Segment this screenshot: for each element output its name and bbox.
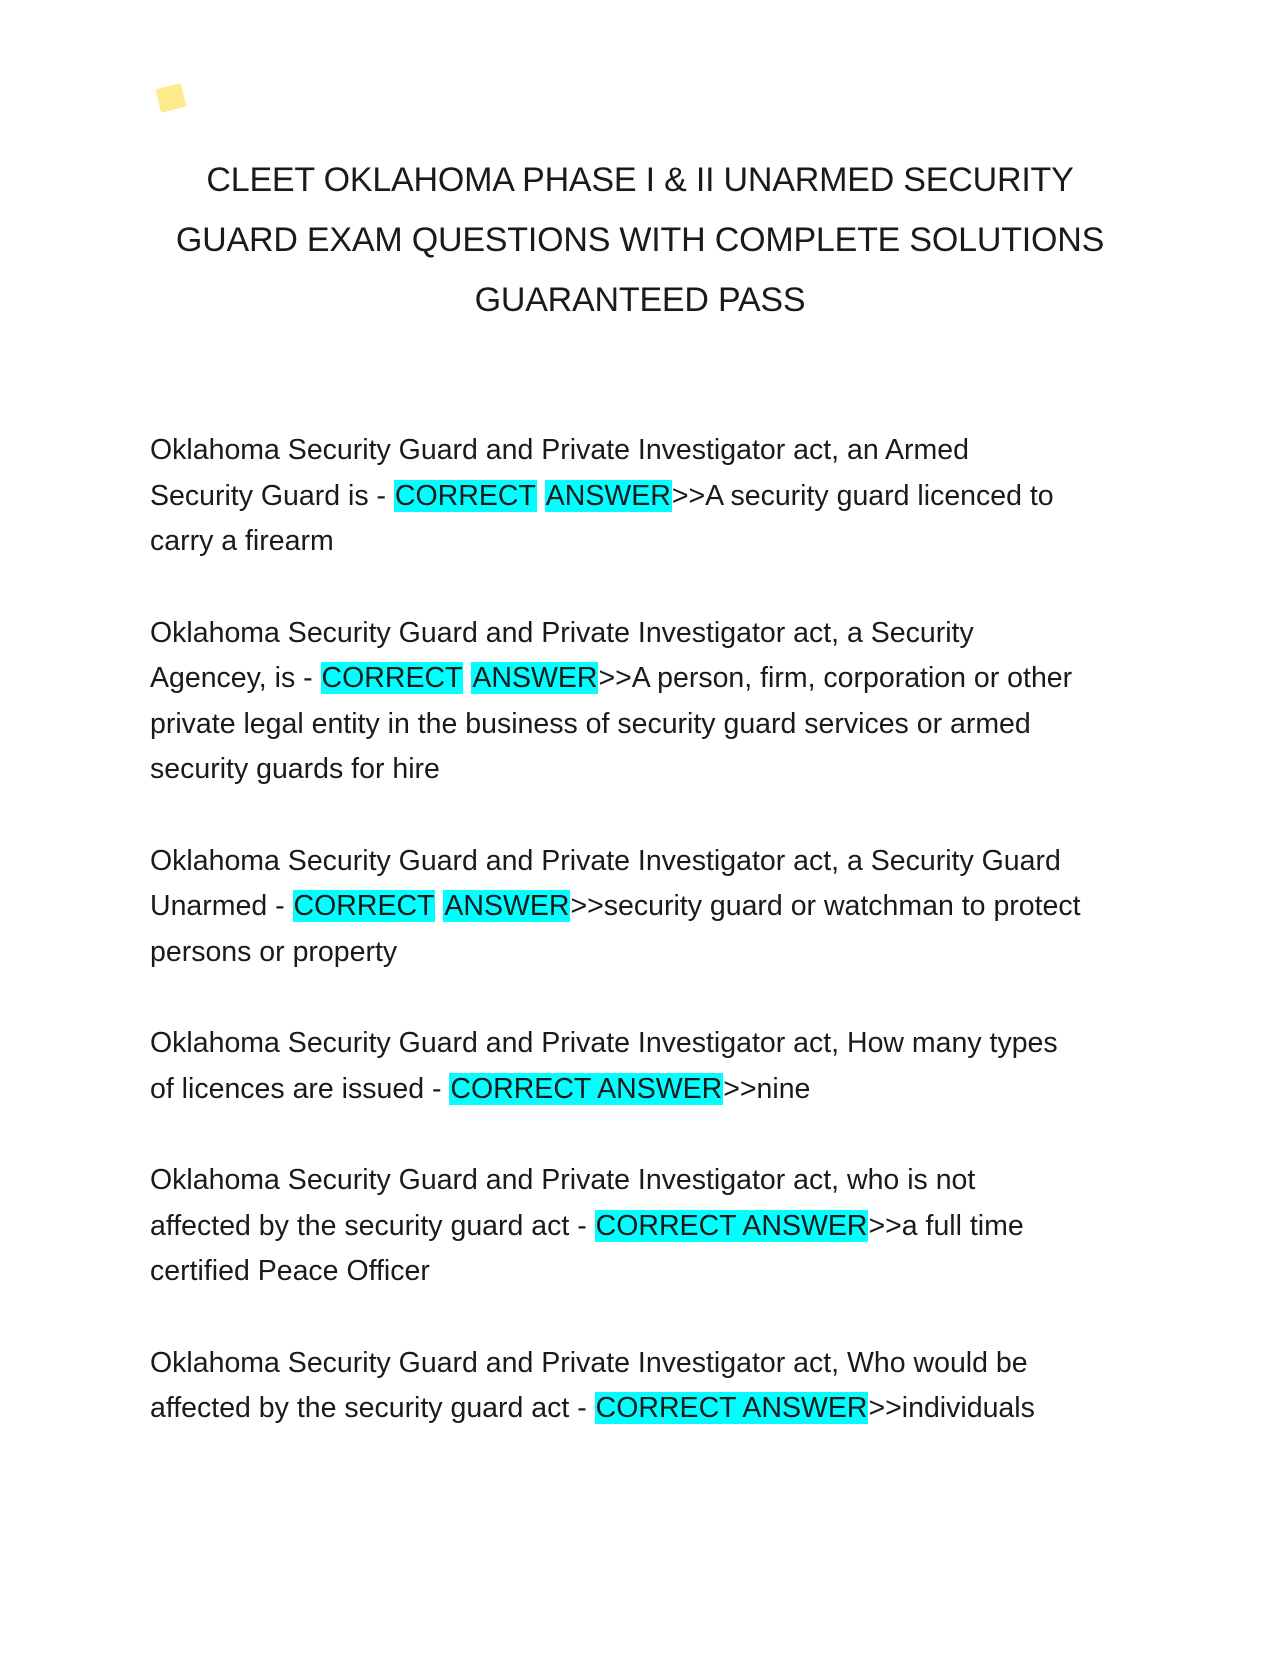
- answer-line: security guards for hire: [150, 753, 440, 785]
- question-answer-line: [150, 474, 1150, 520]
- question-answer-line: [150, 1067, 1150, 1113]
- question-answer-line: [150, 1386, 1150, 1432]
- answer-line: persons or property: [150, 935, 398, 968]
- answer-text: >>nine: [723, 1072, 811, 1105]
- question-line: Oklahoma Security Guard and Private Investigator act, a Security: [150, 616, 974, 649]
- answer-line: private legal entity in the business of security guard services or armed: [150, 707, 1031, 740]
- answer-text: >>individuals: [868, 1392, 1035, 1424]
- qa-item: [150, 611, 1150, 793]
- highlight-correct-answer: CORRECT ANSWER: [450, 1072, 723, 1105]
- question-text: affected by the security guard act -: [150, 1392, 595, 1424]
- answer-text: >>a full time: [868, 1209, 1024, 1242]
- title-line: GUARANTEED PASS: [474, 281, 806, 319]
- question-text: Unarmed -: [150, 890, 293, 922]
- question-line: Oklahoma Security Guard and Private Investigator act, who is not: [150, 1164, 976, 1196]
- highlight-answer: ANSWER: [472, 662, 598, 694]
- sticky-note-icon[interactable]: [155, 83, 186, 113]
- qa-item: [150, 839, 1150, 976]
- document-title: [140, 150, 1140, 330]
- highlight-answer: ANSWER: [444, 890, 570, 922]
- answer-text: >>A security guard licenced to: [671, 479, 1054, 512]
- question-answer-line: [150, 1204, 1150, 1250]
- highlight-correct: CORRECT: [394, 479, 536, 512]
- highlight-answer: ANSWER: [545, 479, 671, 512]
- question-text: Agencey, is -: [150, 662, 321, 694]
- qa-item: [150, 1341, 1150, 1432]
- highlight-correct: CORRECT: [321, 662, 463, 694]
- question-text: Security Guard is -: [150, 479, 394, 512]
- qa-item: [150, 1158, 1150, 1295]
- question-answer-line: [150, 884, 1150, 930]
- question-line: Oklahoma Security Guard and Private Investigator act, a Security Guard: [150, 844, 1061, 877]
- question-text: affected by the security guard act -: [150, 1209, 595, 1242]
- answer-line: carry a firearm: [150, 525, 334, 557]
- qa-item: [150, 1021, 1150, 1112]
- highlight-correct-answer: CORRECT ANSWER: [595, 1209, 868, 1242]
- title-line: CLEET OKLAHOMA PHASE I & II UNARMED SECURITY: [206, 161, 1074, 199]
- title-line: GUARD EXAM QUESTIONS WITH COMPLETE SOLUTIONS: [175, 221, 1105, 259]
- highlight-correct: CORRECT: [293, 890, 435, 922]
- question-text: of licences are issued -: [150, 1072, 450, 1105]
- highlight-correct-answer: CORRECT ANSWER: [595, 1392, 868, 1424]
- answer-text: >>security guard or watchman to protect: [570, 890, 1081, 922]
- question-line: Oklahoma Security Guard and Private Investigator act, Who would be: [150, 1346, 1028, 1379]
- qa-list: [150, 428, 1150, 1478]
- answer-line: certified Peace Officer: [150, 1255, 430, 1287]
- qa-item: [150, 428, 1150, 565]
- question-line: Oklahoma Security Guard and Private Investigator act, an Armed: [150, 434, 969, 466]
- question-line: Oklahoma Security Guard and Private Investigator act, How many types: [150, 1027, 1058, 1059]
- question-answer-line: [150, 656, 1150, 702]
- answer-text: >>A person, firm, corporation or other: [598, 662, 1073, 694]
